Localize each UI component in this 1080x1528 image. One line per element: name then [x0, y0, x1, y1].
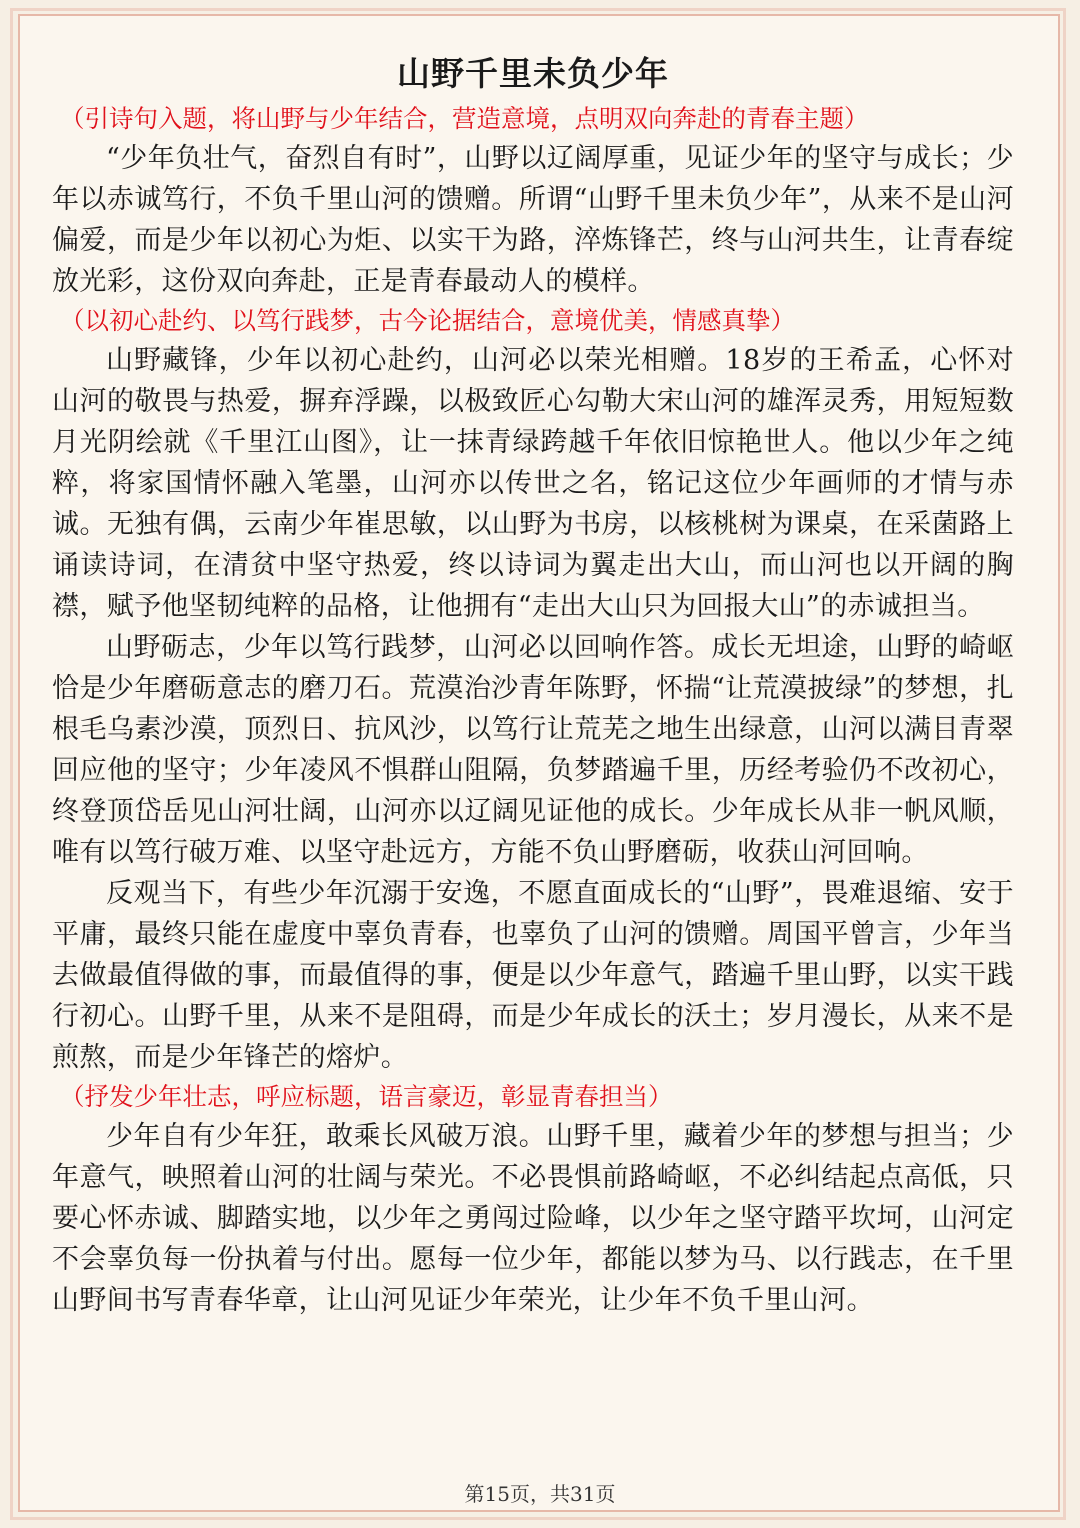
paragraph-4: 反观当下，有些少年沉溺于安逸，不愿直面成长的“山野”，畏难退缩、安于平庸，最终只能在虚度中辜负青春，也辜负了山河的馈赠。周国平曾言，少年当去做最值得做的事，而最值得的事，便是以少年意气，踏遍千里山野，以实干践行初心。山野千里，从来不是阻碍，而是少年成长的沃土；岁月漫长，从来不是煎熬，而是少年锋芒的熔炉。	[52, 878, 1014, 1073]
paragraph-3: 山野砺志，少年以笃行践梦，山河必以回响作答。成长无坦途，山野的崎岖恰是少年磨砺意志的磨刀石。荒漠治沙青年陈野，怀揣“让荒漠披绿”的梦想，扎根毛乌素沙漠，顶烈日、抗风沙，以笃行让荒芜之地生出绿意，山河以满目青翠回应他的坚守；少年凌风不惧群山阻隔，负梦踏遍千里，历经考验仍不改初心，终登顶岱岳见山河壮阔，山河亦以辽阔见证他的成长。少年成长从非一帆风顺，唯有以笃行破万难、以坚守赴远方，方能不负山野磨砺，收获山河回响。	[52, 632, 1014, 868]
annotation-intro: （引诗句入题，将山野与少年结合，营造意境，点明双向奔赴的青春主题）	[60, 104, 869, 133]
page-title: 山野千里未负少年	[397, 54, 669, 93]
page-number: 第15页，共31页	[464, 1482, 616, 1506]
document-body	[52, 50, 1014, 1321]
paragraph-5: 少年自有少年狂，敢乘长风破万浪。山野千里，藏着少年的梦想与担当；少年意气，映照着山河的壮阔与荣光。不必畏惧前路崎岖，不必纠结起点高低，只要心怀赤诚、脚踏实地，以少年之勇闯过险峰，以少年之坚守踏平坎坷，山河定不会辜负每一份执着与付出。愿每一位少年，都能以梦为马、以行践志，在千里山野间书写青春华章，让山河见证少年荣光，让少年不负千里山河。	[52, 1121, 1014, 1316]
annotation-conclusion: （抒发少年壮志，呼应标题，语言豪迈，彰显青春担当）	[60, 1082, 673, 1111]
annotation-body: （以初心赴约、以笃行践梦，古今论据结合，意境优美，情感真挚）	[60, 306, 795, 335]
paragraph-1: “少年负壮气，奋烈自有时”，山野以辽阔厚重，见证少年的坚守与成长；少年以赤诚笃行，不负千里山河的馈赠。所谓“山野千里未负少年”，从来不是山河偏爱，而是少年以初心为炬、以实干为路，淬炼锋芒，终与山河共生，让青春绽放光彩，这份双向奔赴，正是青春最动人的模样。	[52, 143, 1014, 297]
paragraph-2: 山野藏锋，少年以初心赴约，山河必以荣光相赠。18岁的王希孟，心怀对山河的敬畏与热爱，摒弃浮躁，以极致匠心勾勒大宋山河的雄浑灵秀，用短短数月光阴绘就《千里江山图》，让一抹青绿跨越千年依旧惊艳世人。他以少年之纯粹，将家国情怀融入笔墨，山河亦以传世之名，铭记这位少年画师的才情与赤诚。无独有偶，云南少年崔思敏，以山野为书房，以核桃树为课桌，在采菌路上诵读诗词，在清贫中坚守热爱，终以诗词为翼走出大山，而山河也以开阔的胸襟，赋予他坚韧纯粹的品格，让他拥有“走出大山只为回报大山”的赤诚担当。	[52, 345, 1014, 622]
